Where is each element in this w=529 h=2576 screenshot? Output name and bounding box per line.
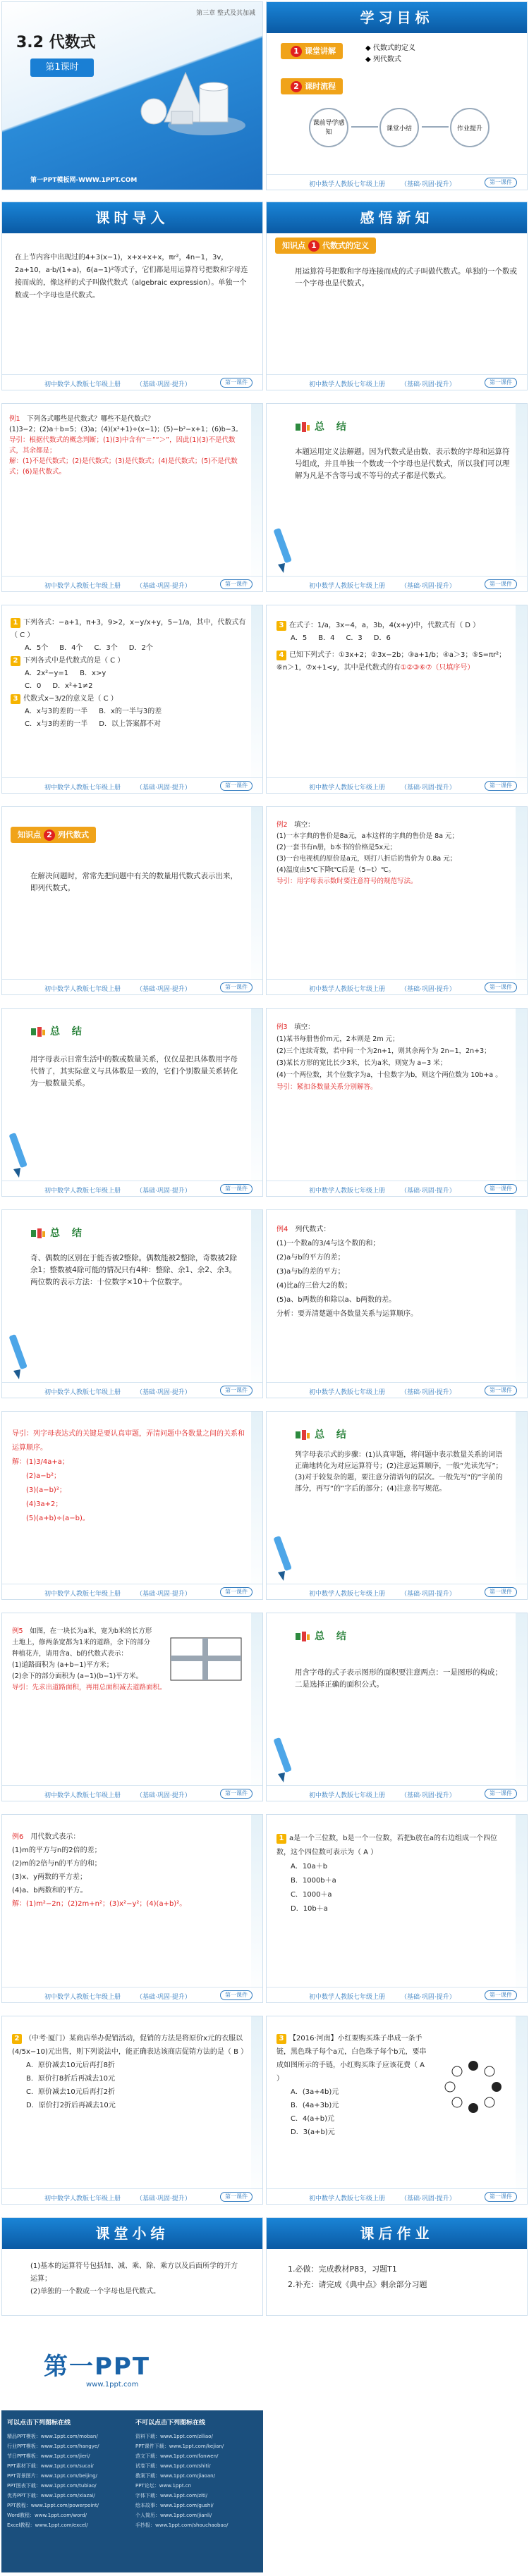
- pen-icon: [271, 525, 295, 574]
- ad-link[interactable]: PPT背景图片：www.1ppt.com/beijing/: [7, 2473, 97, 2479]
- summary-heading: 总 结: [295, 1427, 351, 1441]
- slide-footer: 初中数学人教版七年级上册 （基础·巩固·提升） 第一课件: [2, 1785, 262, 1801]
- flow-step-3: 作业提升: [450, 108, 490, 147]
- slide-title[interactable]: [1, 1, 263, 190]
- slide-example-4[interactable]: [266, 1209, 528, 1398]
- solution-guide: 导引：列字母表达式的关键是要认真审题，弄清问题中各数量之间的关系和运算顺序。: [12, 1430, 245, 1452]
- slide-summary-1[interactable]: [266, 403, 528, 592]
- pen-icon: [271, 1734, 295, 1784]
- slide-footer: 初中数学人教版七年级上册 （基础·巩固·提升） 第一课件: [267, 576, 527, 591]
- example-guide: 导引：用字母表示数时要注意符号的规范写法。: [276, 877, 418, 885]
- ad-link[interactable]: Word教程：www.1ppt.com/word/: [7, 2513, 87, 2518]
- example-analysis: 分析：要弄清楚题中各数量关系与运算顺序。: [276, 1310, 418, 1318]
- site-label: 第一PPT模板网-WWW.1PPT.COM: [30, 177, 138, 184]
- practice-options-1: A．5个 B．4个 C．3个 D．2个: [25, 644, 153, 652]
- summary-text: 用字母表示日常生活中的数或数量关系，仅仅是把具体数用字母代替了，其实际意义与具体数是一致的，它们个别数量关系转化为一般数量关系。: [30, 1055, 238, 1087]
- slide-practice-1[interactable]: [1, 605, 263, 794]
- summary-heading: 总 结: [30, 1226, 86, 1240]
- flow-step-2: 课堂小结: [379, 108, 419, 147]
- example-question: 例2 填空：: [276, 821, 315, 829]
- slide-example-2[interactable]: [266, 806, 528, 995]
- example-item: (2)m的2倍与n的平方的和；: [12, 1860, 102, 1868]
- pen-icon: [271, 1533, 295, 1582]
- summary-heading: 总 结: [295, 419, 351, 433]
- slide-knowledge-1[interactable]: [266, 202, 528, 390]
- slide-footer: 初中数学人教版七年级上册 （基础·巩固·提升） 第一课件: [2, 576, 262, 591]
- example-item: (3)a与b的差的平方；: [276, 1268, 345, 1276]
- slide-footer: 初中数学人教版七年级上册 （基础·巩固·提升） 第一课件: [267, 1382, 527, 1398]
- slide-footer: 初中数学人教版七年级上册 （基础·巩固·提升） 第一课件: [267, 1584, 527, 1599]
- ad-link[interactable]: 试卷下载：www.1ppt.com/shiti/: [135, 2463, 211, 2469]
- slide-footer: 初中数学人教版七年级上册 （基础·巩固·提升） 第一课件: [267, 174, 527, 190]
- solution-line: (2)a−b²；: [26, 1472, 61, 1480]
- example-item: (5)a、b两数的和除以a、b两数的差。: [276, 1296, 396, 1304]
- slide-footer: 初中数学人教版七年级上册 （基础·巩固·提升） 第一课件: [267, 374, 527, 390]
- brand-logo: 第一PPT: [44, 2353, 151, 2381]
- slide-footer: 初中数学人教版七年级上册 （基础·巩固·提升） 第一课件: [267, 1181, 527, 1196]
- summary-icon: [30, 1026, 46, 1037]
- ad-link[interactable]: PPT论坛：www.1ppt.cn: [135, 2483, 192, 2489]
- slide-class-summary[interactable]: [1, 2217, 263, 2316]
- practice-question: 2 （中考·厦门）某商店举办促销活动，促销的方法是将原价x元的衣服以(4/5x−10)元出售，则下列说法中，能正确表达该商店促销方法的是（ B ）: [12, 2035, 248, 2056]
- ad-link[interactable]: PPT教程：www.1ppt.com/powerpoint/: [7, 2503, 99, 2508]
- ad-link[interactable]: PPT图表下载：www.1ppt.com/tubiao/: [7, 2483, 97, 2489]
- geometric-shapes-icon: [122, 44, 249, 150]
- summary-icon: [30, 1228, 46, 1239]
- slide-summary-4[interactable]: [266, 1411, 528, 1600]
- practice-option: B．1000b＋a: [291, 1877, 336, 1885]
- example-guide: 导引：紧扣各数量关系分别解答。: [276, 1083, 377, 1091]
- ad-link[interactable]: 教案下载：www.1ppt.com/jiaoan/: [135, 2473, 215, 2479]
- next-button[interactable]: 第一课件: [485, 1184, 517, 1194]
- next-button[interactable]: 第一课件: [485, 178, 517, 187]
- next-button[interactable]: 第一课件: [220, 378, 253, 388]
- ad-link[interactable]: 手抄报：www.1ppt.com/shouchaobao/: [135, 2522, 229, 2528]
- slide-example-1[interactable]: [1, 403, 263, 592]
- next-button[interactable]: 第一课件: [485, 378, 517, 388]
- knowledge-tag: 知识点 2 列代数式: [11, 827, 96, 843]
- ad-link[interactable]: 优秀PPT下载：www.1ppt.com/xiazai/: [7, 2493, 95, 2498]
- example-question: 例5 如图，在一块长为a米，宽为b米的长方形土地上，修两条宽都为1米的道路，余下的部分种植花卉，请用含a、b的代数式表示：: [12, 1627, 152, 1658]
- summary-text: 用含字母的式子表示图形的面积要注意两点：一是图形的构成；二是选择正确的面积公式。: [295, 1668, 502, 1689]
- practice-question-4: 4 已知下列式子：①3x+2；②3x−2b；③a+1/b；④a＞3；⑤S=πr²；⑥n＞1，⑦x+1<y，其中是代数式的有①②③⑥⑦（只填序号）: [276, 651, 506, 672]
- next-button[interactable]: 第一课件: [220, 1587, 253, 1597]
- slide-title-text: 3.2 代数式: [16, 34, 96, 51]
- summary-text: 列字母表示式的步骤：(1)认真审题，将问题中表示数量关系的词语正确地转化为对应运算符号；(2)注意运算顺序，一般“先读先写”；(3)对于较复杂的题，要注意分清语句的层次。一般先写“的”字前的部分，再写“的”字后的部分；(4)注意书写规范。: [295, 1451, 503, 1493]
- flow-step-1: 课前导学感知: [309, 108, 348, 147]
- next-button[interactable]: 第一课件: [220, 1789, 253, 1799]
- slide-practice-2[interactable]: [266, 605, 528, 794]
- practice-option: C．4(a+b)元: [291, 2115, 335, 2123]
- practice-option: D．原价打2折后再减去10元: [26, 2102, 116, 2109]
- slide-practice-4[interactable]: [1, 2016, 263, 2205]
- field-diagram-icon: [167, 1634, 245, 1691]
- next-button[interactable]: 第一课件: [220, 982, 253, 992]
- practice-question-2: 2 下列各式中是代数式的是（ C ）: [11, 655, 247, 667]
- slide-footer: 初中数学人教版七年级上册 （基础·巩固·提升） 第一课件: [267, 2188, 527, 2204]
- example-item: (4)比a的三倍大2的数；: [276, 1282, 352, 1290]
- slide-header: 课后作业: [267, 2218, 527, 2249]
- ad-link[interactable]: PPT素材下载：www.1ppt.com/sucai/: [7, 2463, 94, 2469]
- next-button[interactable]: 第一课件: [485, 1789, 517, 1799]
- homework-item: 2.补充：请完成《典中点》剩余部分习题: [288, 2280, 427, 2289]
- example-item: (4)a、b两数和的平方。: [12, 1887, 87, 1894]
- next-button[interactable]: 第一课件: [485, 579, 517, 589]
- slide-practice-3[interactable]: [266, 1814, 528, 2003]
- pen-icon: [6, 1331, 30, 1381]
- slide-summary-2[interactable]: [1, 1008, 263, 1197]
- ad-left-links: [7, 2432, 130, 2530]
- example-item: (2)三个连续奇数，若中间一个为2n+1，则其余两个为 2n−1，2n+3；: [276, 1047, 491, 1055]
- slide-example-5[interactable]: [1, 1613, 263, 1801]
- slide-homework[interactable]: [266, 2217, 528, 2316]
- goal-item: ◆ 代数式的定义: [365, 44, 415, 52]
- goal-tag-lecture: 1 课堂讲解: [281, 43, 343, 59]
- summary-item: (1)基本的运算符号包括加、减、乘、除、乘方以及后面所学的开方运算；: [30, 2262, 238, 2283]
- summary-icon: [295, 421, 310, 433]
- definition-text: 在解决问题时，常常先把问题中有关的数量用代数式表示出来，即列代数式。: [30, 872, 238, 892]
- example-item: (3)某长方形的宽比长少3米，长为a米，则宽为 a−3 米；: [276, 1059, 447, 1067]
- definition-text: 用运算符号把数和字母连接而成的式子叫做代数式。单独的一个数或一个字母也是代数式。: [295, 267, 517, 288]
- ad-link[interactable]: 资料下载：www.1ppt.com/ziliao/: [135, 2434, 213, 2439]
- ad-right-links: [135, 2432, 259, 2530]
- intro-text: 在上节内容中出现过的4+3(x−1)，x+x+x+x，πr²，4n−1，3v，2a+10，a·b/(1+a)，6(a−1)²等式子，它们都是用运算符号把数和字母连接而成的，像这样的式子叫做代数式（algebraic expression）。单独一个数或一个字母也是代数式。: [15, 254, 248, 300]
- ad-link[interactable]: 字体下载：www.1ppt.com/ziti/: [135, 2493, 208, 2498]
- bead-bracelet-icon: [442, 2059, 505, 2115]
- summary-icon: [295, 1429, 310, 1441]
- goal-tag-flow: 2 课时流程: [281, 78, 343, 94]
- slide-header: 感悟新知: [267, 202, 527, 233]
- slide-footer: 初中数学人教版七年级上册 （基础·巩固·提升） 第一课件: [2, 777, 262, 793]
- example-guide: 导引：先求出道路面积，再用总面积减去道路面积。: [12, 1684, 166, 1691]
- ad-link[interactable]: PPT课件下载：www.1ppt.com/kejian/: [135, 2443, 224, 2449]
- example-item: (4)一个两位数，其个位数字为a，十位数字为b，则这个两位数为 10b+a 。: [276, 1071, 502, 1079]
- slide-footer: 初中数学人教版七年级上册 （基础·巩固·提升） 第一课件: [267, 979, 527, 994]
- example-question: 例1 下列各式哪些是代数式？哪些不是代数式？: [9, 415, 154, 423]
- pen-icon: [6, 1130, 30, 1179]
- next-button[interactable]: 第一课件: [485, 982, 517, 992]
- next-button[interactable]: 第一课件: [220, 2192, 253, 2202]
- ad-link[interactable]: 个人简历：www.1ppt.com/jianli/: [135, 2513, 212, 2518]
- example-question: 例4 列代数式：: [276, 1226, 331, 1233]
- summary-text: 本题运用定义法解题。因为代数式是由数、表示数的字母和运算符号组成，并且单独一个数或一个字母也是代数式，所以我们可以理解为凡是不含等号或不等号的式子都是代数式。: [295, 448, 510, 480]
- flow-arrow: [422, 126, 449, 128]
- slide-solution-4[interactable]: [1, 1411, 263, 1600]
- example-question: 例3 填空：: [276, 1023, 315, 1031]
- practice-option: A．原价减去10元后再打8折: [26, 2062, 115, 2069]
- ad-link[interactable]: 行业PPT模板：www.1ppt.com/hangye/: [7, 2443, 99, 2449]
- next-button[interactable]: 第一课件: [485, 2192, 517, 2202]
- homework-item: 1.必做：完成教材P83，习题T1: [288, 2264, 397, 2274]
- example-item: (1)道路面积为 (a+b−1)平方米；: [12, 1661, 114, 1669]
- summary-item: (2)单独的一个数或一个字母也是代数式。: [30, 2288, 161, 2295]
- slide-example-6[interactable]: [1, 1814, 263, 2003]
- slide-footer: 初中数学人教版七年级上册 （基础·巩固·提升） 第一课件: [2, 1987, 262, 2002]
- practice-option: C．1000＋a: [291, 1891, 332, 1899]
- next-button[interactable]: 第一课件: [485, 781, 517, 791]
- slide-footer: 初中数学人教版七年级上册 （基础·巩固·提升） 第一课件: [267, 1785, 527, 1801]
- summary-icon: [295, 1631, 310, 1642]
- slide-knowledge-2[interactable]: [1, 806, 263, 995]
- next-button[interactable]: 第一课件: [485, 1587, 517, 1597]
- ad-right-title: 不可以点击下列图标在线: [135, 2420, 206, 2427]
- next-button[interactable]: 第一课件: [485, 1990, 517, 2000]
- summary-text: 奇、偶数的区别在于能否被2整除。偶数能被2整除，奇数被2除余1；整数被4除可能的情况只有4种：整除、余1、余2、余3。两位数的表示方法：十位数字×10＋个位数字。: [30, 1254, 238, 1286]
- practice-question-3: 3 在式子：1/a，3x−4，a，3b，4(x+y)中，代数式有（ D ）: [276, 620, 510, 632]
- example-question: 例6 用代数式表示：: [12, 1833, 80, 1841]
- practice-option: C．原价减去10元后再打2折: [26, 2088, 116, 2096]
- slide-footer: 初中数学人教版七年级上册 （基础·巩固·提升） 第一课件: [267, 1987, 527, 2002]
- example-guide: 导引：根据代数式的概念判断；(1)(3)中含有“＝”“＞”，因此(1)(3)不是代数式，其余都是；: [9, 436, 236, 455]
- practice-options-2: A．2x²−y=1 B．x>y C．0 D．x²+1≠2: [25, 670, 107, 690]
- slide-summary-3[interactable]: [1, 1209, 263, 1398]
- ad-link[interactable]: 绘本故事：www.1ppt.com/gushi/: [135, 2503, 214, 2508]
- slide-footer: 初中数学人教版七年级上册 （基础·巩固·提升） 第一课件: [2, 1382, 262, 1398]
- practice-option: D．3(a+b)元: [291, 2128, 335, 2136]
- summary-heading: 总 结: [295, 1629, 351, 1643]
- practice-option: B．原价打8折后再减去10元: [26, 2075, 115, 2083]
- slide-intro[interactable]: [1, 202, 263, 390]
- example-item: (2)余下的部分面积为 (a−1)(b−1)平方米。: [12, 1672, 143, 1680]
- slide-example-3[interactable]: [266, 1008, 528, 1197]
- lesson-badge: 第1课时: [30, 58, 94, 77]
- slide-footer: 初中数学人教版七年级上册 （基础·巩固·提升） 第一课件: [2, 979, 262, 994]
- example-answer: 解：(1)不是代数式；(2)是代数式；(3)是代数式；(4)是代数式；(5)不是代数式；(6)是代数式。: [9, 457, 238, 476]
- ad-link[interactable]: 范文下载：www.1ppt.com/fanwen/: [135, 2453, 219, 2459]
- flow-arrow: [351, 126, 378, 128]
- knowledge-tag: 知识点 1 代数式的定义: [275, 238, 376, 254]
- practice-option: D．10b＋a: [291, 1905, 328, 1913]
- example-item: (3)一台电视机的原价是a元，则打八折后的售价为 0.8a 元；: [276, 855, 457, 863]
- slide-footer: 初中数学人教版七年级上册 （基础·巩固·提升） 第一课件: [267, 777, 527, 793]
- practice-option: B．(4a+3b)元: [291, 2102, 339, 2109]
- summary-heading: 总 结: [30, 1024, 86, 1038]
- example-item: (1)某书每册售价m元，2本则是 2m 元；: [276, 1035, 399, 1043]
- next-button[interactable]: 第一课件: [220, 579, 253, 589]
- slide-footer: 初中数学人教版七年级上册 （基础·巩固·提升） 第一课件: [2, 1181, 262, 1196]
- slide-summary-5[interactable]: [266, 1613, 528, 1801]
- solution-line: (3)(a−b)²；: [26, 1486, 66, 1494]
- slide-footer: 初中数学人教版七年级上册 （基础·巩固·提升） 第一课件: [2, 2188, 262, 2204]
- example-answer: 解：(1)m²−2n；(2)2m+n²；(3)x²−y²；(4)(a+b)²。: [12, 1900, 187, 1908]
- example-item: (2)一套书有n册，b本书的价格是5x元；: [276, 844, 397, 851]
- next-button[interactable]: 第一课件: [485, 1386, 517, 1395]
- practice-question-1: 1 下列各式：−a+1，π+3，9>2，x−y/x+y，5−1/a，其中，代数式有（ C ）: [11, 619, 246, 639]
- slide-footer: 初中数学人教版七年级上册 （基础·巩固·提升） 第一课件: [2, 374, 262, 390]
- practice-options-3: A．x与3的差的一半 B．x的一半与3的差 C．x与3的差的一半 D．以上答案都不对: [25, 708, 162, 728]
- practice-question: 1 a是一个三位数，b是一个一位数，若把b放在a的右边组成一个四位数，这个四位数可表示为（ A ）: [276, 1835, 497, 1856]
- practice-option: A．10a＋b: [291, 1863, 328, 1871]
- next-button[interactable]: 第一课件: [220, 1184, 253, 1194]
- slide-header: 课堂小结: [2, 2218, 262, 2249]
- next-button[interactable]: 第一课件: [220, 1990, 253, 2000]
- solution-line: (4)3a+2；: [26, 1500, 63, 1508]
- practice-question-3: 3 代数式x−3/2的意义是（ C ）: [11, 693, 247, 705]
- slide-practice-5[interactable]: [266, 2016, 528, 2205]
- ad-left-title: 可以点击下列图标在线: [7, 2420, 71, 2427]
- example-item: (4)温度由5℃下降t℃后是（5−t）℃。: [276, 866, 395, 874]
- ad-link[interactable]: 节日PPT模板：www.1ppt.com/jieri/: [7, 2453, 90, 2459]
- example-item: (1)一个数a的3/4与这个数的和；: [276, 1240, 380, 1247]
- slide-header: 学习目标: [267, 2, 527, 33]
- slide-header: 课时导入: [2, 202, 262, 233]
- next-button[interactable]: 第一课件: [220, 781, 253, 791]
- example-item: (3)x、y两数的平方差；: [12, 1873, 87, 1881]
- practice-question: 3 【2016·河南】小红要购买珠子串成一条手链，黑色珠子每个a元，白色珠子每个b元，要串成如图所示的手链，小红购买珠子应该花费（ A ）: [276, 2035, 427, 2083]
- example-item: (1)m的平方与n的2倍的差；: [12, 1847, 102, 1854]
- ad-link[interactable]: Excel教程：www.1ppt.com/excel/: [7, 2522, 88, 2528]
- slide-footer: 初中数学人教版七年级上册 （基础·巩固·提升） 第一课件: [2, 1584, 262, 1599]
- example-item: (2)a与b的平方的差；: [276, 1254, 345, 1262]
- example-items: (1)3−2；(2)a＋b=5；(3)a；(4)(x²+1)÷(x−1)；(5)−b²−x+1；(6)b−3。: [9, 426, 243, 433]
- brand-url: www.1ppt.com: [86, 2381, 139, 2389]
- ad-link[interactable]: 精品PPT模板：www.1ppt.com/moban/: [7, 2434, 98, 2439]
- goal-item: ◆ 列代数式: [365, 56, 401, 63]
- solution-line: 解：(1)3/4a+a；: [12, 1458, 69, 1466]
- slide-ad[interactable]: [1, 2326, 263, 2572]
- practice-options-3: A．5 B．4 C．3 D．6: [291, 634, 391, 642]
- example-item: (1)一本字典的售价是8a元，a本这样的字典的售价是 8a 元；: [276, 832, 459, 840]
- solution-line: (5)(a+b)÷(a−b)。: [26, 1515, 90, 1522]
- slide-goals[interactable]: [266, 1, 528, 190]
- chapter-label: 第三章 整式及其加减: [196, 10, 255, 17]
- practice-option: A．(3a+4b)元: [291, 2088, 339, 2096]
- next-button[interactable]: 第一课件: [220, 1386, 253, 1395]
